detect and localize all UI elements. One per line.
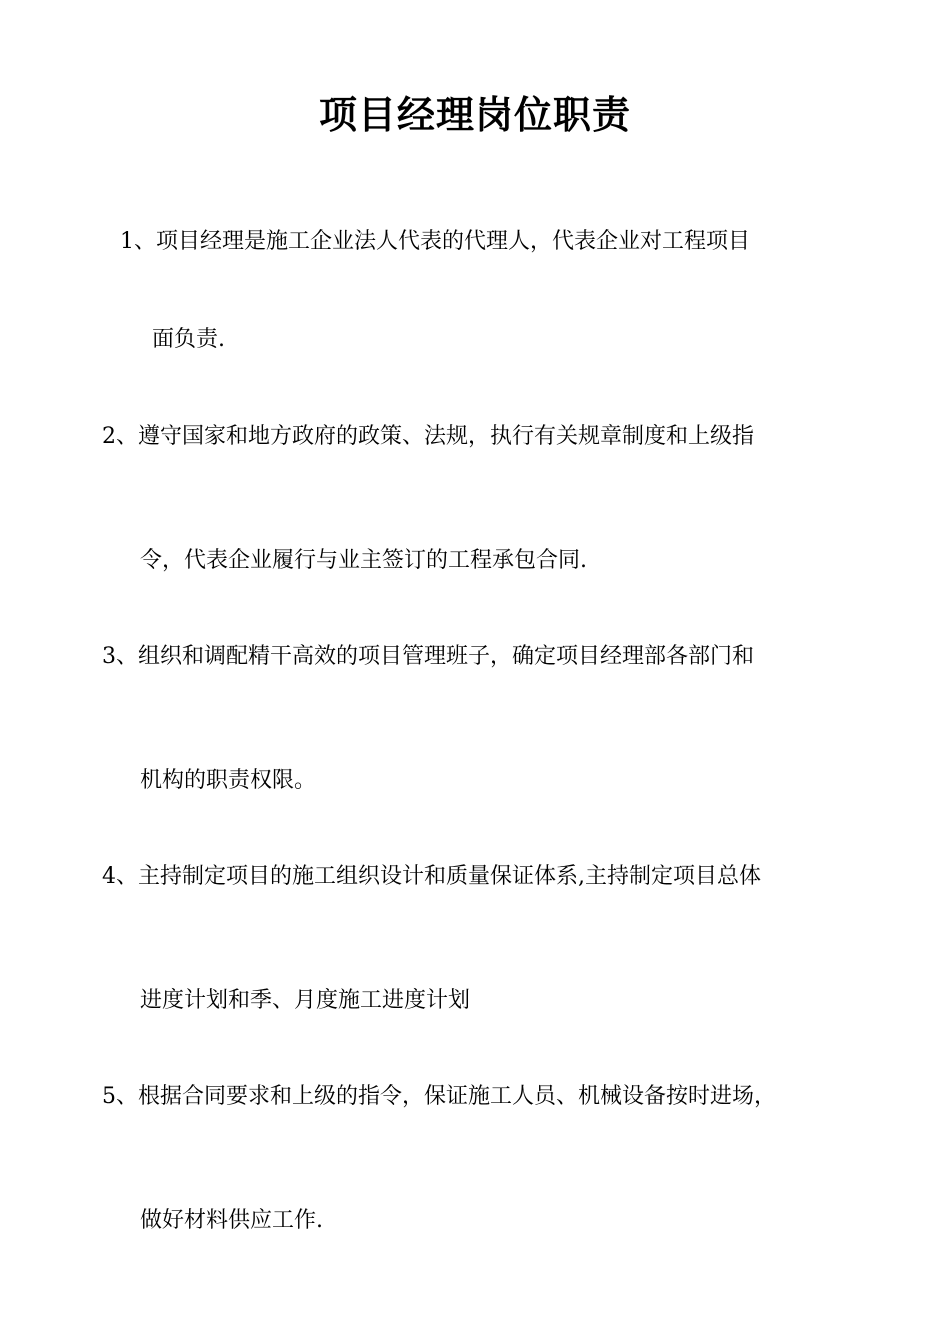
item-2-line-2: 令，代表企业履行与业主签订的工程承包合同. [140, 548, 587, 573]
item-1-line-2: 面负责. [152, 327, 225, 352]
item-4-line-1: 4、主持制定项目的施工组织设计和质量保证体系,主持制定项目总体 [102, 864, 761, 889]
item-4-line-2: 进度计划和季、月度施工进度计划 [140, 988, 471, 1013]
document-title: 项目经理岗位职责 [318, 93, 631, 137]
item-5-line-2: 做好材料供应工作. [140, 1208, 323, 1233]
item-1-line-1: 1、项目经理是施工企业法人代表的代理人，代表企业对工程项目 [120, 229, 750, 254]
item-2-line-1: 2、遵守国家和地方政府的政策、法规，执行有关规章制度和上级指 [102, 424, 754, 449]
item-3-line-2: 机构的职责权限。 [140, 768, 317, 793]
item-3-line-1: 3、组织和调配精干高效的项目管理班子，确定项目经理部各部门和 [102, 644, 754, 669]
item-5-line-1: 5、根据合同要求和上级的指令，保证施工人员、机械设备按时进场， [102, 1084, 776, 1109]
